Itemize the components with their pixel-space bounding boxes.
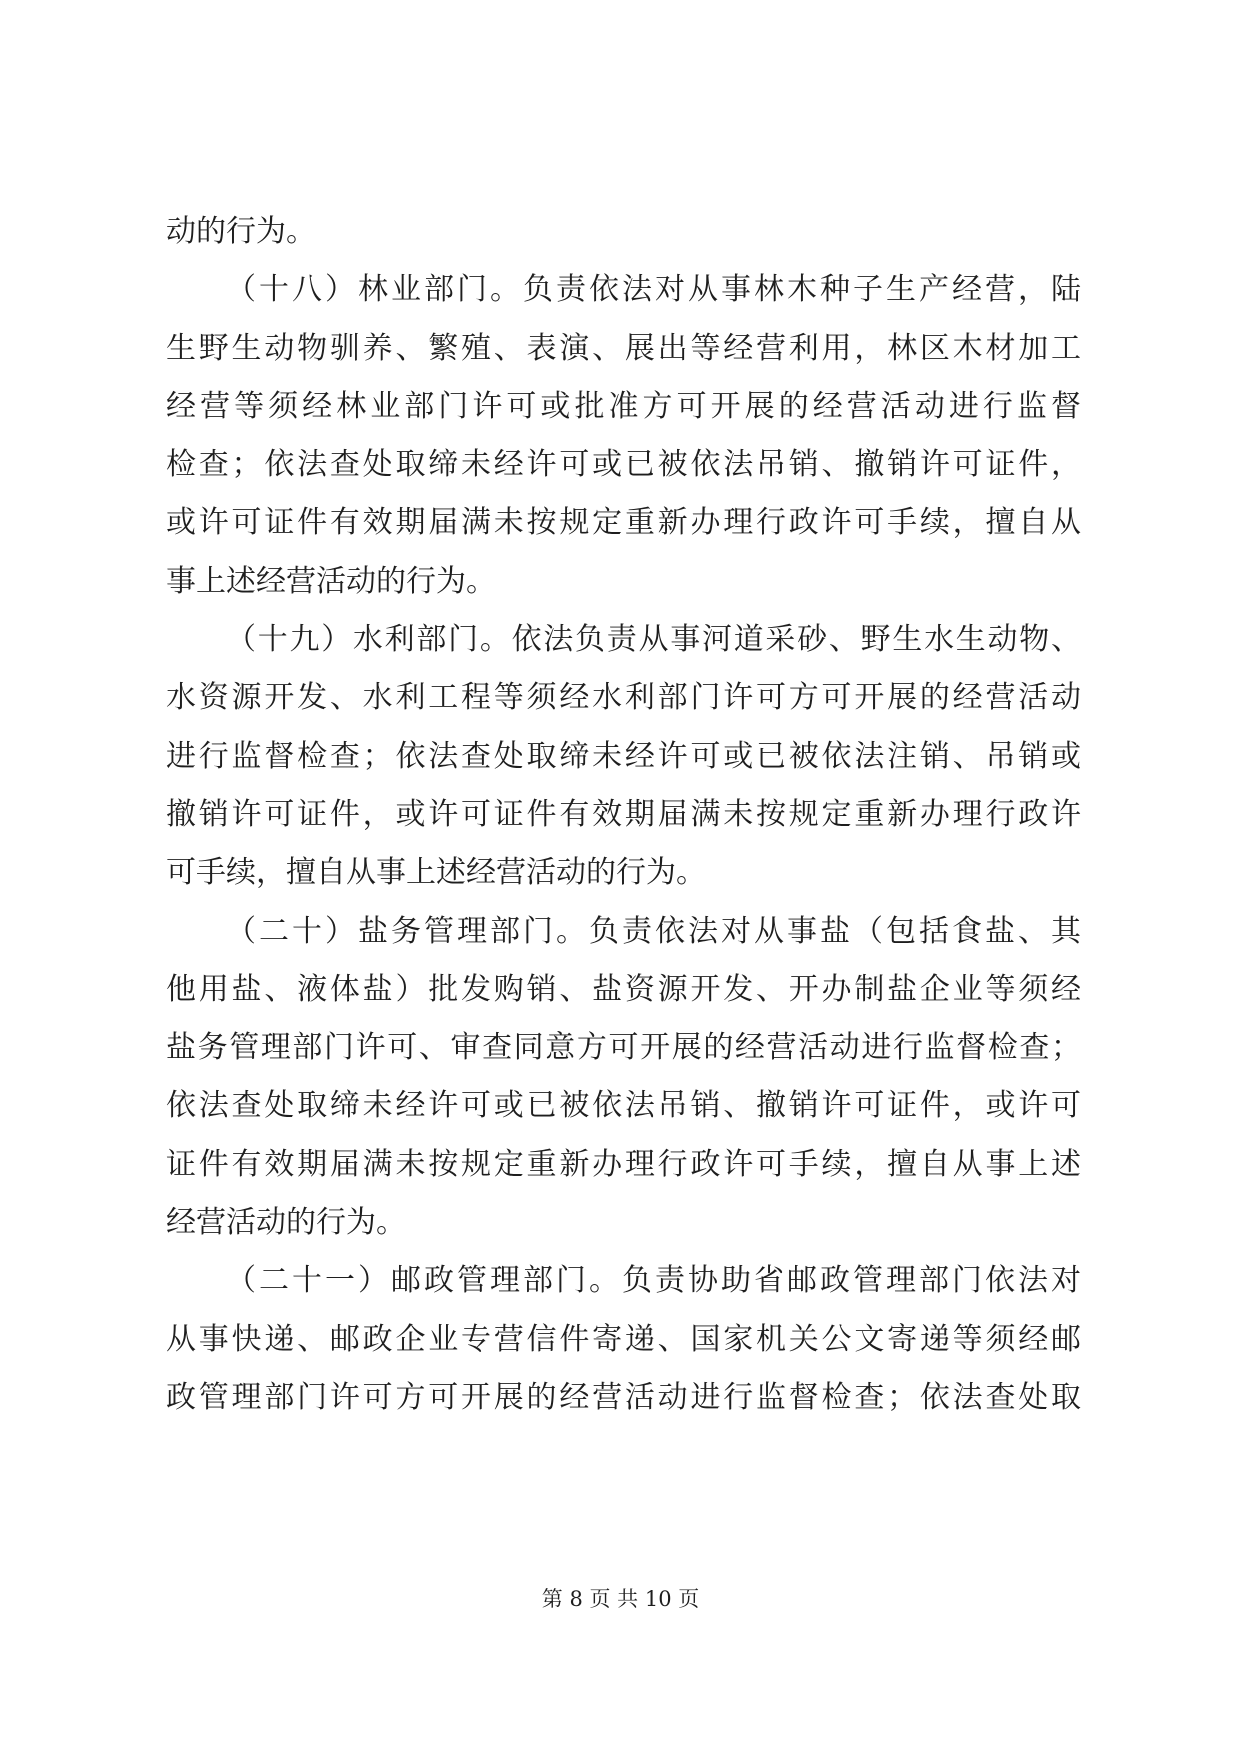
text-line: 进行监督检查；依法查处取缔未经许可或已被依法注销、吊销或 [166, 739, 1081, 774]
text-line: 经营等须经林业部门许可或批准方可开展的经营活动进行监督 [166, 389, 1081, 424]
text-line: 撤销许可证件，或许可证件有效期届满未按规定重新办理行政许 [166, 797, 1081, 832]
text-line: 或许可证件有效期届满未按规定重新办理行政许可手续，擅自从 [166, 505, 1081, 540]
text-line: 可手续，擅自从事上述经营活动的行为。 [166, 855, 706, 890]
page-footer: 第 8 页 共 10 页 [541, 1587, 700, 1611]
text-line: 生野生动物驯养、繁殖、表演、展出等经营利用，林区木材加工 [166, 331, 1081, 366]
text-line: 从事快递、邮政企业专营信件寄递、国家机关公文寄递等须经邮 [166, 1322, 1081, 1357]
text-line: 经营活动的行为。 [166, 1205, 406, 1240]
text-line: 动的行为。 [166, 214, 316, 249]
text-line: 政管理部门许可方可开展的经营活动进行监督检查；依法查处取 [166, 1380, 1081, 1415]
text-line: 盐务管理部门许可、审查同意方可开展的经营活动进行监督检查； [166, 1030, 1081, 1065]
text-line: 事上述经营活动的行为。 [166, 564, 496, 599]
text-line: （二十）盐务管理部门。负责依法对从事盐（包括食盐、其 [226, 914, 1081, 949]
text-line: 依法查处取缔未经许可或已被依法吊销、撤销许可证件，或许可 [166, 1088, 1081, 1123]
text-line: 水资源开发、水利工程等须经水利部门许可方可开展的经营活动 [166, 680, 1081, 715]
text-line: （十八）林业部门。负责依法对从事林木种子生产经营，陆 [226, 272, 1081, 307]
text-line: 检查；依法查处取缔未经许可或已被依法吊销、撤销许可证件， [166, 447, 1081, 482]
text-line: （十九）水利部门。依法负责从事河道采砂、野生水生动物、 [226, 622, 1081, 657]
text-line: 证件有效期届满未按规定重新办理行政许可手续，擅自从事上述 [166, 1147, 1081, 1182]
text-line: 他用盐、液体盐）批发购销、盐资源开发、开办制盐企业等须经 [166, 972, 1081, 1007]
text-line: （二十一）邮政管理部门。负责协助省邮政管理部门依法对 [226, 1263, 1081, 1298]
